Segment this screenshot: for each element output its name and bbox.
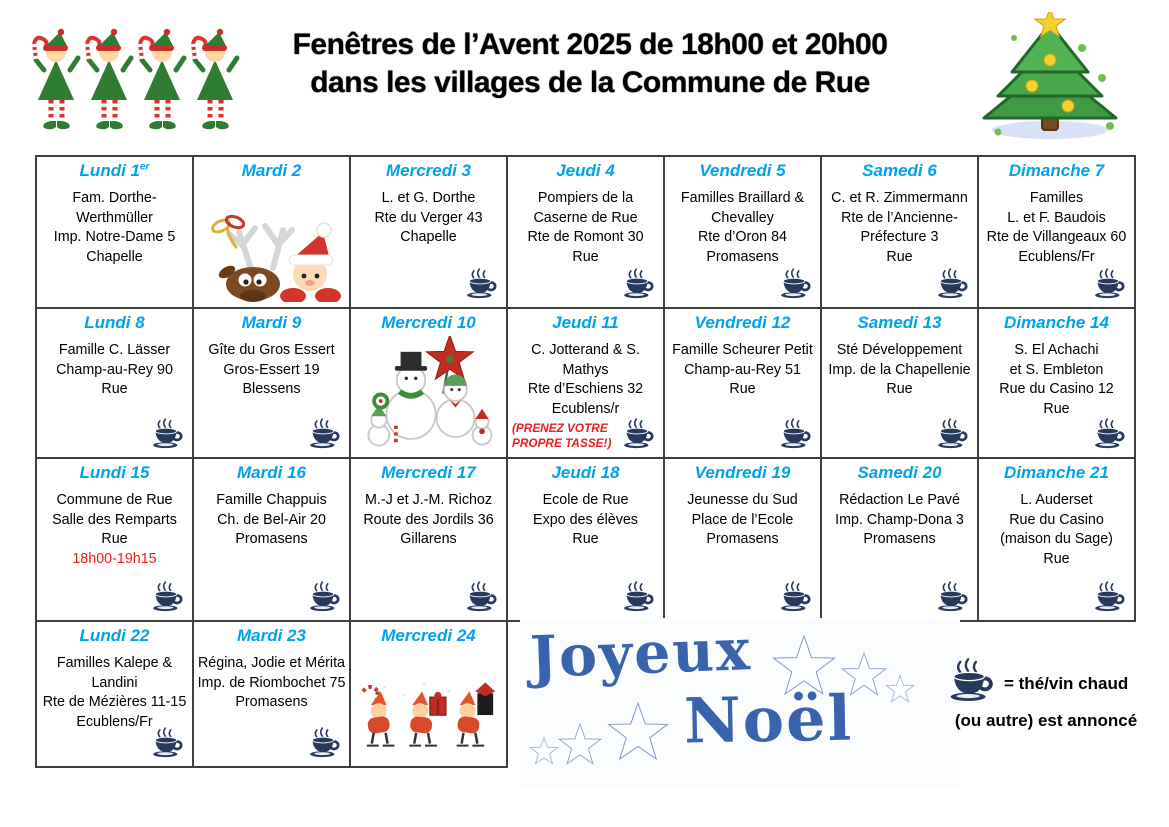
cell-line: Landini [91, 674, 138, 691]
cell-line: Famille Scheurer Petit [672, 342, 813, 358]
cup-icon [621, 418, 657, 454]
cell-line: Ecublens/Fr [76, 713, 153, 730]
page-title [248, 26, 932, 102]
day-header: Mercredi 17 [381, 463, 476, 482]
cell-text [351, 491, 506, 550]
day-header: Mercredi 3 [385, 161, 472, 180]
cell-text [508, 491, 663, 550]
cell-text [665, 341, 820, 400]
cell-line: Ecole de Rue [542, 492, 629, 508]
cell-line: Rue [1043, 550, 1070, 567]
star-icon [528, 690, 678, 776]
day-header: Lundi 8 [84, 313, 145, 332]
cell-text [194, 654, 349, 713]
cell-line: Jeunesse du Sud [687, 492, 798, 508]
calendar-cell-vendredi-12 [665, 309, 822, 459]
cell-line: Familles Braillard & [680, 190, 805, 206]
cell-line: (maison du Sage) [1000, 531, 1113, 547]
legend-text-1: = thé/vin chaud [1004, 673, 1129, 693]
cell-text [822, 491, 977, 550]
cell-line: Chapelle [400, 229, 457, 245]
cell-line: Rte du Verger 43 [374, 209, 483, 226]
cell-line: Expo des élèves [533, 511, 638, 528]
cell-line: Place de l’Ecole [691, 511, 794, 528]
cell-line: Ecublens/r [551, 400, 620, 417]
cell-line: Promasens [235, 694, 308, 710]
calendar-cell-mercredi-10 [351, 309, 508, 459]
cup-icon [150, 581, 186, 617]
cell-line: Rue [1043, 400, 1070, 417]
cell-line: Promasens [706, 248, 779, 265]
cell-line: Promasens [235, 531, 308, 547]
cup-icon [464, 581, 500, 617]
day-header: Jeudi 4 [556, 161, 615, 180]
day-header: Vendredi 12 [694, 313, 791, 332]
calendar-cell-mardi-9 [194, 309, 351, 459]
title-line-1: Fenêtres de l’Avent 2025 de 18h00 et 20h00 [292, 28, 888, 61]
calendar-cell-lundi-22 [37, 622, 194, 768]
cell-line: Famille C. Lässer [58, 342, 171, 358]
cell-line: Rue du Casino [1009, 511, 1104, 528]
calendar-cell-lundi-8 [37, 309, 194, 459]
cup-icon [946, 658, 998, 709]
cell-note-red: (PRENEZ VOTRE PROPRE TASSE!) [512, 421, 612, 450]
cell-line: Imp. de la Chapellenie [828, 361, 971, 378]
cell-text [194, 491, 349, 550]
cup-icon [621, 268, 657, 304]
cell-line: Promasens [863, 531, 936, 547]
calendar-cell-jeudi-4 [508, 157, 665, 309]
day-header: Jeudi 18 [551, 463, 620, 482]
cell-line: Rte de Mézières 11-15 [42, 694, 187, 710]
marching-elves-illustration [30, 26, 242, 141]
cell-line: Rue [886, 248, 913, 265]
cup-icon [307, 418, 343, 454]
cell-line: Ecublens/Fr [1018, 248, 1095, 265]
reindeer-santa-illustration [197, 210, 347, 307]
cell-line: Famille Chappuis [216, 492, 327, 508]
day-header: Mardi 9 [241, 313, 302, 332]
cup-icon [778, 418, 814, 454]
calendar-cell-vendredi-5 [665, 157, 822, 309]
cell-line: Rue [729, 381, 756, 397]
cell-line: L. et G. Dorthe [381, 190, 476, 206]
cell-line: Rue [101, 381, 128, 397]
day-header: Samedi 20 [857, 463, 942, 482]
calendar-cell-mardi-23 [194, 622, 351, 768]
cell-line: et S. Embleton [1009, 361, 1104, 378]
cell-line: Salle des Remparts [52, 511, 177, 528]
cell-line: Sté Développement [836, 342, 963, 358]
cell-text [351, 189, 506, 248]
cell-line: Rue [886, 381, 913, 397]
cell-line: Gillarens [400, 531, 457, 547]
noel-text: Noël [683, 681, 854, 758]
day-header: Mardi 23 [237, 626, 306, 645]
calendar-cell-samedi-6 [822, 157, 979, 309]
title-line-2: dans les villages de la Commune de Rue [310, 66, 870, 99]
cell-line: C. et R. Zimmermann [831, 190, 968, 206]
cell-line: Imp. Notre-Dame 5 [53, 229, 176, 245]
cell-text [665, 189, 820, 267]
cell-text [665, 491, 820, 550]
cell-line: C. Jotterand & S. [531, 342, 640, 358]
cell-line: Route des Jordils 36 [363, 511, 494, 528]
cell-line: Rte d’Eschiens 32 [527, 381, 644, 397]
elves-icon [30, 26, 242, 136]
cell-line: Chapelle [86, 248, 143, 265]
calendar-cell-dimanche-14 [979, 309, 1136, 459]
cell-line: Rte d’Oron 84 [697, 229, 787, 245]
cell-line: L. et F. Baudois [1007, 209, 1106, 226]
cell-line: Gros-Essert 19 [223, 361, 320, 378]
calendar-cell-lundi-1 [37, 157, 194, 309]
day-header: Samedi 13 [857, 313, 942, 332]
day-header: Dimanche 14 [1004, 313, 1109, 332]
day-header: Dimanche 21 [1004, 463, 1109, 482]
cell-line: Rte de Romont 30 [527, 229, 644, 245]
calendar-cell-mardi-2 [194, 157, 351, 309]
cell-line: Champ-au-Rey 90 [56, 361, 173, 378]
cell-line: Commune de Rue [56, 492, 173, 508]
cup-icon [621, 581, 657, 617]
cell-text [979, 189, 1134, 267]
calendar-cell-lundi-15 [37, 459, 194, 622]
cell-line: Fam. Dorthe- [72, 190, 157, 206]
cell-line: Rte de Villangeaux 60 [986, 229, 1127, 245]
cell-line: Préfecture 3 [860, 229, 939, 245]
cell-line: Ch. de Bel-Air 20 [217, 511, 326, 528]
day-header: Mercredi 24 [381, 626, 476, 645]
cell-line: Chevalley [711, 209, 774, 226]
cell-text [37, 341, 192, 400]
calendar-cell-mercredi-17 [351, 459, 508, 622]
cell-line: Promasens [706, 531, 779, 547]
cup-icon [1092, 581, 1128, 617]
calendar-cell-mercredi-3 [351, 157, 508, 309]
cell-line: Champ-au-Rey 51 [684, 361, 801, 378]
legend-text-2: (ou autre) est annoncé [954, 711, 1138, 730]
cell-text [979, 341, 1134, 419]
cell-text [37, 189, 192, 267]
calendar-cell-samedi-20 [822, 459, 979, 622]
day-header: Lundi 15 [79, 463, 150, 482]
calendar-cell-mardi-16 [194, 459, 351, 622]
legend [946, 658, 1146, 733]
day-header: Lundi 22 [79, 626, 150, 645]
cup-icon [935, 268, 971, 304]
snowman-family-illustration [358, 336, 500, 455]
cup-icon [307, 581, 343, 617]
cell-text [822, 189, 977, 267]
cell-line: M.-J et J.-M. Richoz [364, 492, 493, 508]
calendar-cell-jeudi-11 [508, 309, 665, 459]
cell-line: Imp. de Riombochet 75 [197, 674, 346, 691]
day-header: Vendredi 5 [699, 161, 786, 180]
cell-line: Rue [572, 248, 599, 265]
cell-line: Mathys [562, 361, 609, 378]
cup-icon [935, 581, 971, 617]
christmas-tree-icon [962, 12, 1134, 142]
cell-line: Rédaction Le Pavé [839, 492, 960, 508]
day-header: Vendredi 19 [694, 463, 791, 482]
cell-line: Familles [1029, 190, 1084, 206]
joyeux-text: Joyeux [528, 616, 753, 691]
cell-text [194, 341, 349, 400]
day-header: Jeudi 11 [552, 313, 619, 332]
cell-text [508, 189, 663, 267]
cell-line: S. El Achachi [1014, 342, 1099, 358]
day-header: Mardi 2 [241, 161, 302, 180]
day-header: Samedi 6 [862, 161, 937, 180]
calendar-cell-jeudi-18 [508, 459, 665, 622]
calendar-cell-vendredi-19 [665, 459, 822, 622]
calendar-cell-dimanche-7 [979, 157, 1136, 309]
cup-icon [150, 418, 186, 454]
cell-text [37, 491, 192, 569]
cup-icon [1092, 418, 1128, 454]
cup-icon [307, 727, 343, 763]
cell-text [508, 341, 663, 419]
cup-icon [464, 268, 500, 304]
cup-icon [935, 418, 971, 454]
cup-icon [1092, 268, 1128, 304]
cell-line: Régina, Jodie et Mérita [197, 655, 346, 671]
day-header: Mardi 16 [237, 463, 306, 482]
cell-line: Rue [101, 531, 128, 547]
calendar-cell-dimanche-21 [979, 459, 1136, 622]
joyeux-noel-graphic [520, 618, 960, 790]
cup-icon [778, 581, 814, 617]
cell-line: Familles Kalepe & [56, 655, 173, 671]
cup-icon [778, 268, 814, 304]
day-header: Mercredi 10 [381, 313, 476, 332]
cell-line: Blessens [242, 381, 301, 397]
cell-text [979, 491, 1134, 569]
calendar-cell-mercredi-24 [351, 622, 508, 768]
calendar-cell-samedi-13 [822, 309, 979, 459]
cell-text [37, 654, 192, 732]
cell-line: Werthmüller [76, 209, 153, 226]
skating-elves-illustration [355, 679, 503, 762]
cell-line: Rue [572, 531, 599, 547]
cell-line: Rue du Casino 12 [999, 381, 1114, 397]
cell-line: Caserne de Rue [533, 209, 638, 226]
cell-time-red: 18h00-19h15 [72, 550, 157, 567]
cell-line: Pompiers de la [537, 190, 634, 206]
day-header: Lundi 1er [79, 161, 150, 180]
christmas-tree-illustration [962, 12, 1134, 147]
day-header: Dimanche 7 [1008, 161, 1105, 180]
cell-line: Gîte du Gros Essert [208, 342, 335, 358]
cell-line: Rte de l’Ancienne- [841, 209, 958, 226]
cell-line: L. Auderset [1020, 492, 1093, 508]
cell-line: Imp. Champ-Dona 3 [835, 511, 964, 528]
cell-text [822, 341, 977, 400]
cup-icon [150, 727, 186, 763]
